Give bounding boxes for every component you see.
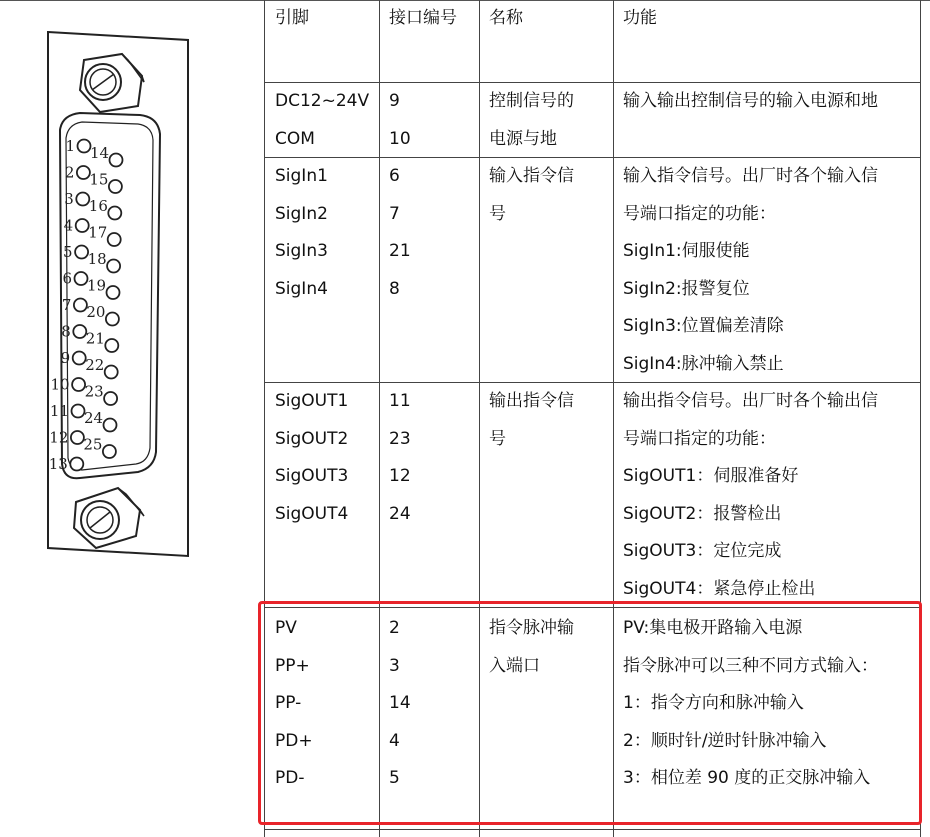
pin-label: PD- <box>275 768 305 788</box>
pin-label: COM <box>275 128 315 149</box>
pin-12-icon <box>71 431 84 444</box>
function-line: 输入指令信号。出厂时各个输入信 <box>623 166 878 186</box>
function-line: SigIn4:脉冲输入禁止 <box>623 353 784 374</box>
port-number: 4 <box>389 730 400 751</box>
function-line: 3：相位差 90 度的正交脉冲输入 <box>623 768 871 788</box>
group-sigout-pins <box>275 383 348 533</box>
function-line: 指令脉冲可以三种不同方式输入： <box>623 655 878 676</box>
function-line: SigIn1:伺服使能 <box>623 241 750 261</box>
port-number: 5 <box>389 768 400 788</box>
pin-13-icon <box>70 458 83 471</box>
name-line: 输入指令信 <box>489 166 574 186</box>
pin-number-label: 1 <box>65 137 75 155</box>
db25-connector-diagram <box>40 20 240 580</box>
function-line: 输入输出控制信号的输入电源和地 <box>623 91 878 111</box>
pin-22-icon <box>105 366 118 379</box>
pin-label: DC12~24V <box>275 91 370 111</box>
pin-number-label: 19 <box>87 276 107 295</box>
port-number: 23 <box>389 428 411 449</box>
port-number: 8 <box>389 278 400 299</box>
port-number: 7 <box>389 203 400 224</box>
pin-number-label: 15 <box>89 170 109 189</box>
header-port-number: 接口编号 <box>389 8 457 28</box>
pin-17-icon <box>108 233 121 246</box>
pin-3-icon <box>76 193 89 206</box>
pin-1-icon <box>78 140 91 153</box>
pin-14-icon <box>110 154 123 167</box>
pin-label: SigIn1 <box>275 166 328 186</box>
group-sigin-pins <box>275 158 328 308</box>
port-number: 14 <box>389 693 411 713</box>
pin-21-icon <box>105 339 118 352</box>
pin-number-label: 3 <box>64 190 74 208</box>
pin-8-icon <box>73 325 86 338</box>
pin-number-label: 22 <box>85 356 105 374</box>
pin-24-icon <box>104 419 117 432</box>
pin-number-label: 21 <box>85 329 105 348</box>
page-top-rule <box>0 0 930 1</box>
function-line: 号端口指定的功能： <box>623 428 776 449</box>
pin-5-icon <box>75 246 88 259</box>
group-sigout-numbers <box>389 383 411 533</box>
name-line: 入端口 <box>489 655 540 676</box>
pin-11-icon <box>72 405 85 418</box>
pin-label: SigIn2 <box>275 203 328 224</box>
group-power-function <box>623 83 878 121</box>
pin-number-label: 18 <box>87 250 107 268</box>
group-power-name <box>489 83 574 158</box>
group-sigin-name <box>489 158 574 233</box>
pin-23-icon <box>104 392 117 405</box>
function-line: SigOUT4：紧急停止检出 <box>623 578 816 599</box>
pin-number-label: 23 <box>84 382 104 401</box>
pin-number-label: 24 <box>84 409 104 427</box>
port-number: 6 <box>389 166 400 186</box>
pin-number-label: 7 <box>61 296 72 314</box>
port-number: 12 <box>389 466 411 486</box>
pin-label: PV <box>275 618 297 638</box>
pin-number-label: 10 <box>50 375 70 394</box>
function-line: SigOUT2：报警检出 <box>623 503 782 524</box>
port-number: 2 <box>389 618 400 638</box>
port-number: 10 <box>389 128 411 149</box>
pin-2-icon <box>77 166 90 179</box>
pin-number-label: 12 <box>49 428 69 447</box>
pin-15-icon <box>109 180 122 193</box>
pin-number-label: 4 <box>63 216 74 235</box>
header-pin: 引脚 <box>275 8 309 28</box>
pin-number-label: 11 <box>49 402 69 420</box>
pin-number-label: 8 <box>61 322 71 341</box>
pin-number-label: 16 <box>88 197 108 215</box>
pin-number-label: 6 <box>62 269 72 288</box>
name-line: 输出指令信 <box>489 391 574 411</box>
pin-number-label: 13 <box>48 455 68 473</box>
group-power-pins <box>275 83 369 158</box>
group-sigin-function <box>623 158 878 383</box>
port-number: 3 <box>389 655 400 676</box>
function-line: 号端口指定的功能： <box>623 203 776 224</box>
pin-number-label: 14 <box>90 144 110 162</box>
name-line: 指令脉冲输 <box>489 618 574 638</box>
table-row-divider-4 <box>264 829 921 830</box>
function-line: 输出指令信号。出厂时各个输出信 <box>623 391 878 411</box>
pin-20-icon <box>106 313 119 326</box>
port-number: 11 <box>389 391 411 411</box>
group-sigin-numbers <box>389 158 411 308</box>
pin-number-label: 9 <box>60 349 71 367</box>
function-line: SigOUT1：伺服准备好 <box>623 466 799 486</box>
pin-label: PP- <box>275 693 302 713</box>
pin-18-icon <box>107 260 120 273</box>
pin-label: SigOUT2 <box>275 428 349 449</box>
pin-19-icon <box>107 286 120 299</box>
pin-label: SigOUT3 <box>275 466 349 486</box>
function-line: SigIn2:报警复位 <box>623 278 750 299</box>
pin-label: SigOUT1 <box>275 391 349 411</box>
function-line: 1：指令方向和脉冲输入 <box>623 693 804 713</box>
pin-number-label: 25 <box>83 435 103 454</box>
group-power-numbers <box>389 83 411 158</box>
port-number: 9 <box>389 91 400 111</box>
name-line: 控制信号的 <box>489 91 574 111</box>
pin-4-icon <box>76 219 89 232</box>
pin-25-icon <box>103 445 116 458</box>
function-line: SigOUT3：定位完成 <box>623 541 782 561</box>
pin-number-label: 2 <box>64 163 75 182</box>
function-line: SigIn3:位置偏差清除 <box>623 316 784 336</box>
group-sigout-name <box>489 383 574 458</box>
pin-10-icon <box>72 378 85 391</box>
name-line: 电源与地 <box>489 128 557 149</box>
port-number: 24 <box>389 503 411 524</box>
pin-label: PD+ <box>275 730 313 751</box>
function-line: PV:集电极开路输入电源 <box>623 618 803 638</box>
function-line: 2：顺时针/逆时针脉冲输入 <box>623 730 827 751</box>
pulse-input-highlight-box <box>258 601 922 825</box>
header-name: 名称 <box>489 8 523 28</box>
pin-9-icon <box>73 352 86 365</box>
header-function: 功能 <box>623 8 657 28</box>
pin-16-icon <box>108 207 121 220</box>
group-sigout-function <box>623 383 878 608</box>
pin-number-label: 17 <box>88 223 108 242</box>
pin-label: PP+ <box>275 655 310 676</box>
pin-7-icon <box>74 299 87 312</box>
pin-label: SigIn3 <box>275 241 328 261</box>
port-number: 21 <box>389 241 411 261</box>
name-line: 号 <box>489 428 506 449</box>
pin-6-icon <box>75 272 88 285</box>
pin-number-label: 20 <box>86 303 106 321</box>
pin-label: SigIn4 <box>275 278 328 299</box>
pin-label: SigOUT4 <box>275 503 349 524</box>
pin-number-label: 5 <box>63 243 73 261</box>
name-line: 号 <box>489 203 506 224</box>
